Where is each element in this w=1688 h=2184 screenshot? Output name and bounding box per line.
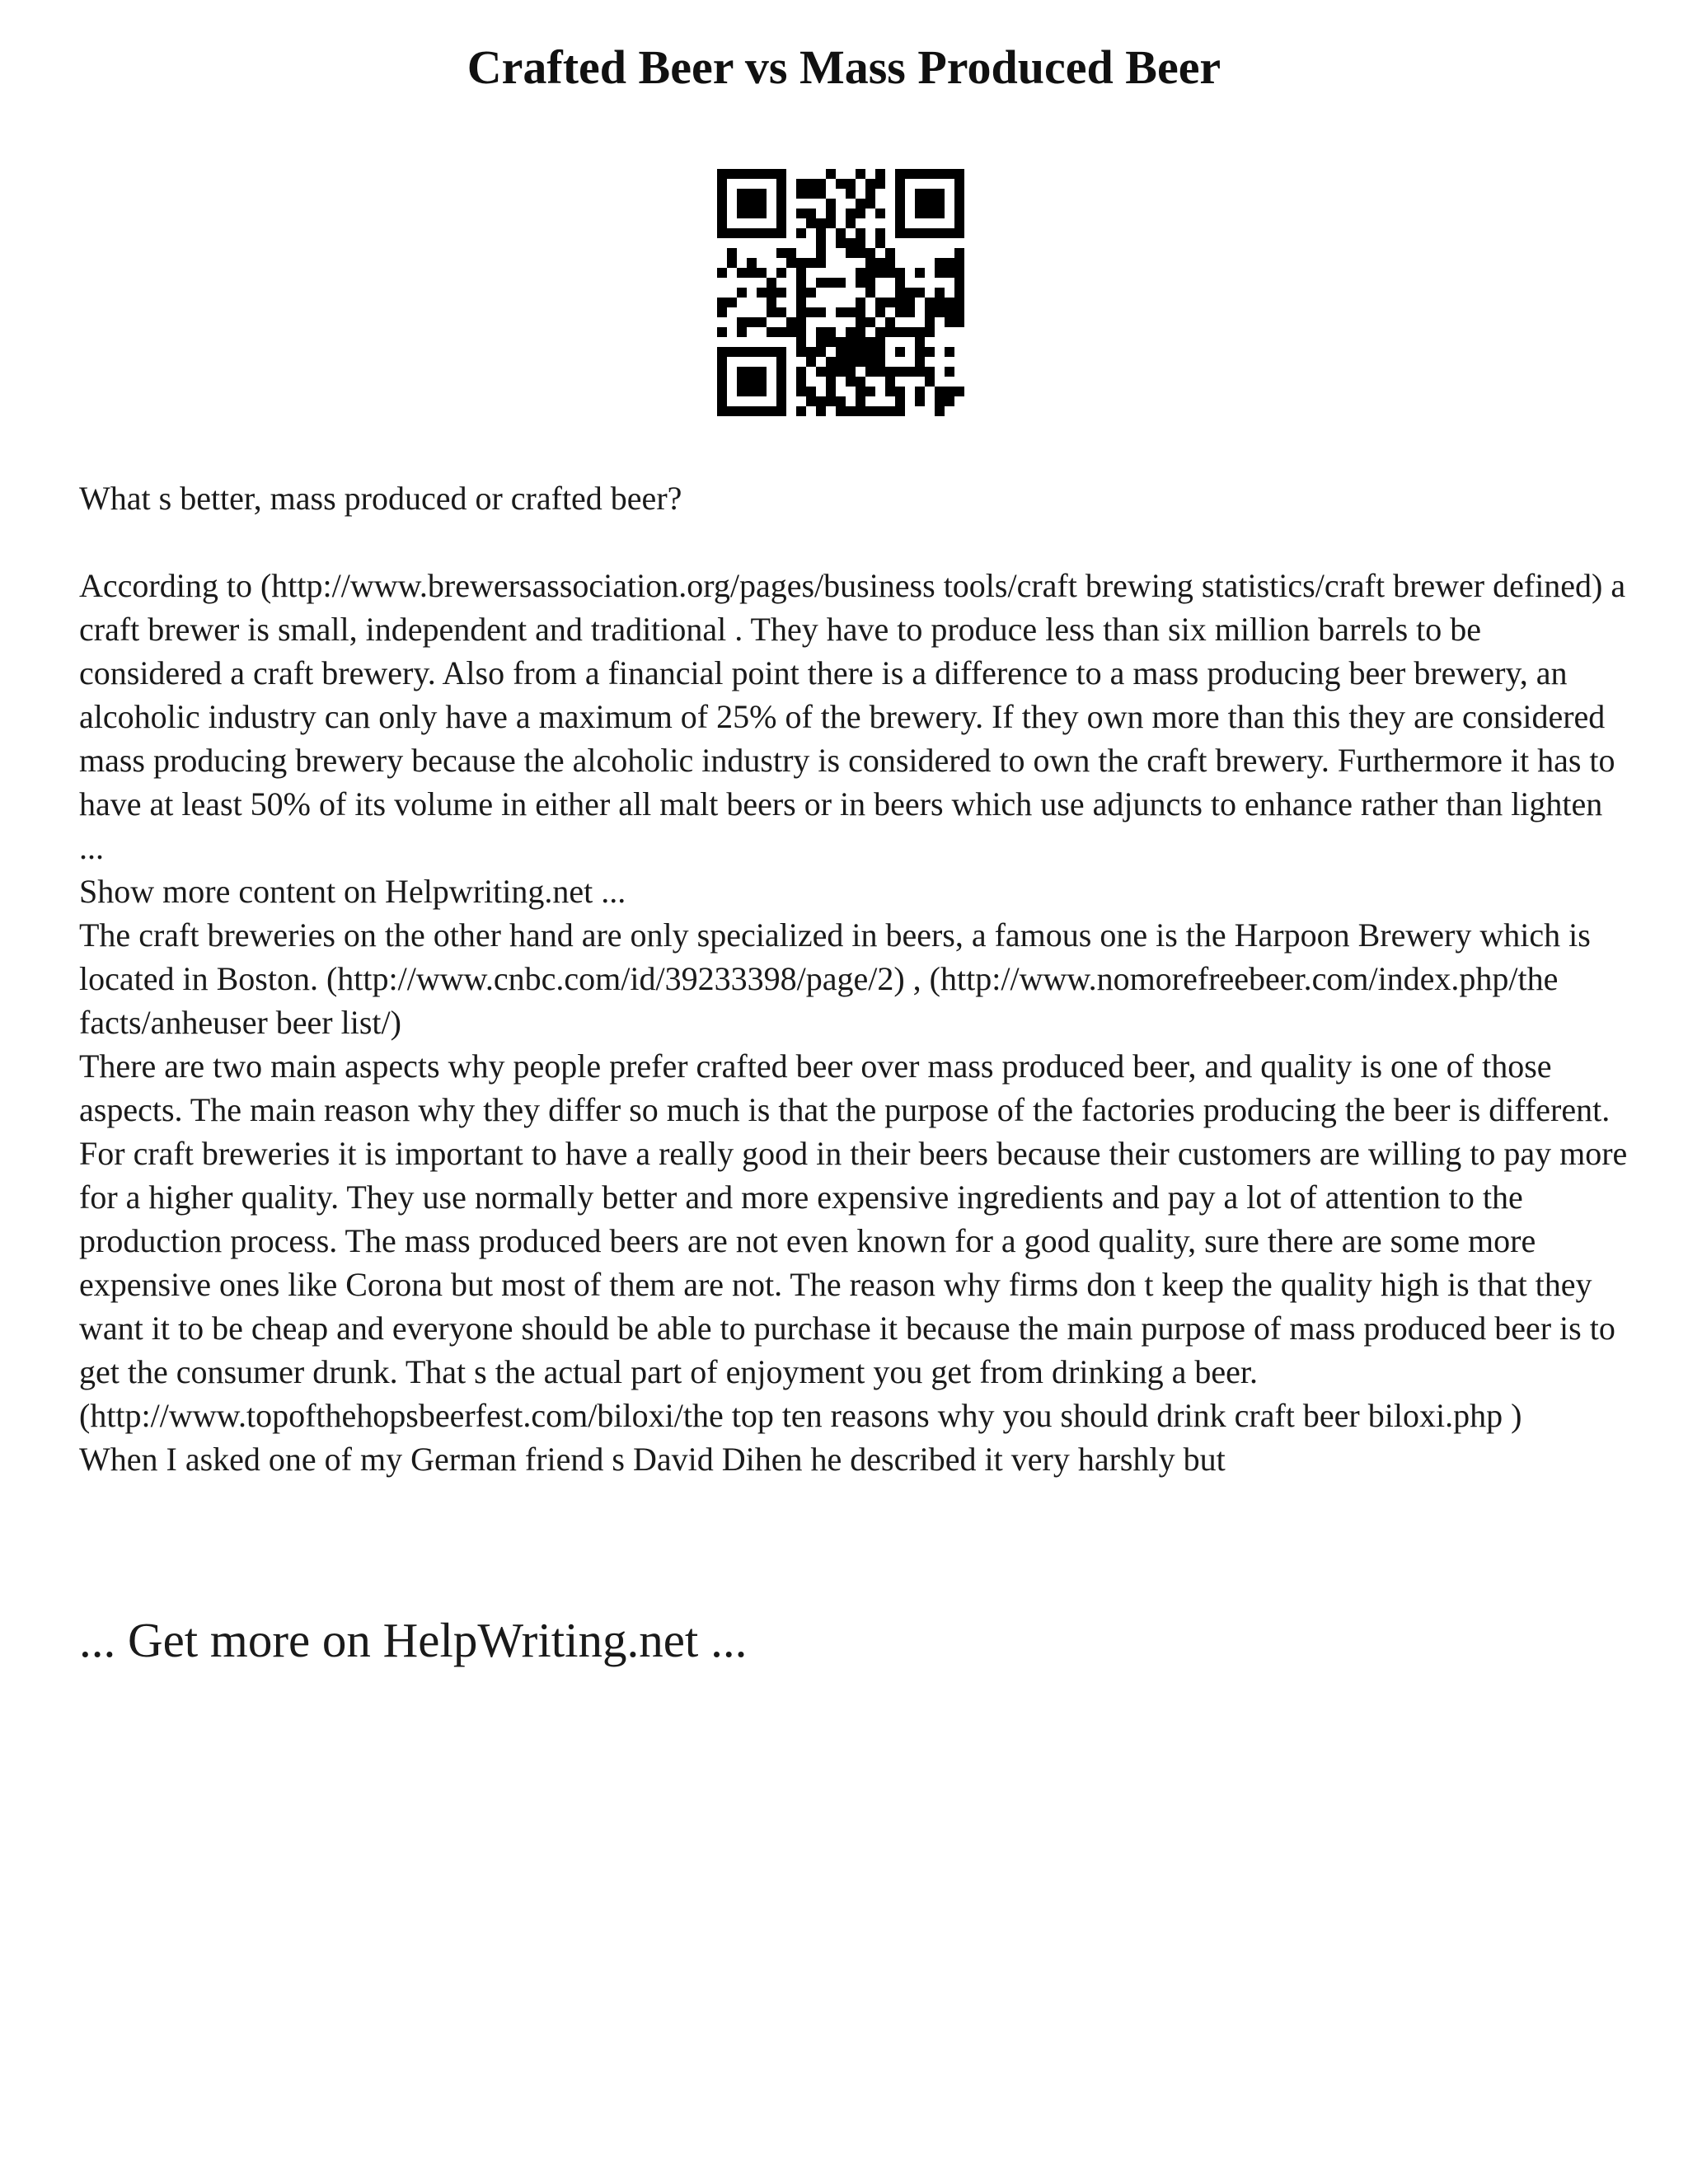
page-title: Crafted Beer vs Mass Produced Beer — [467, 40, 1221, 94]
paragraph-spacer — [79, 520, 1629, 564]
article-body — [79, 476, 1629, 1481]
paragraph-craft-breweries: The craft breweries on the other hand are only specialized in beers, a famous one is the Harpoon Brewery which is located in Boston. (http://www.cnbc.com/id/39233398/page/2) , (http://www.nomorefreebeer.com/index.php/the facts/anheuser beer list/) — [79, 916, 1591, 1041]
intro-question: What s better, mass produced or crafted beer? — [79, 480, 682, 517]
paragraph-quality: There are two main aspects why people prefer crafted beer over mass produced beer, and quality is one of those aspects. The main reason why they differ so much is that the purpose of the factories producing the beer is different. For craft breweries it is important to have a really good in their beers because their customers are willing to pay more for a higher quality. They use normally better and more expensive ingredients and pay a lot of attention to the production process. The mass produced beers are not even known for a good quality, sure there are some more expensive ones like Corona but most of them are not. The reason why firms don t keep the quality high is that they want it to be cheap and everyone should be able to purchase it because the main purpose of mass produced beer is to get the consumer drunk. That s the actual part of enjoyment you get from drinking a beer. (http://www.topofthehopsbeerfest.com/biloxi/the top ten reasons why you should drink craft beer biloxi.php ) — [79, 1047, 1628, 1434]
get-more-link[interactable]: ... Get more on HelpWriting.net ... — [79, 1613, 748, 1667]
qr-code-icon — [717, 169, 964, 416]
paragraph-craft-definition: According to (http://www.brewersassociation.org/pages/business tools/craft brewing statistics/craft brewer defined) a craft brewer is small, independent and traditional . They have to produce less than six million barrels to be considered a craft brewery. Also from a financial point there is a difference to a mass producing beer brewery, an alcoholic industry can only have a maximum of 25% of the brewery. If they own more than this they are considered mass producing brewery because the alcoholic industry is considered to own the craft brewery. Furthermore it has to have at least 50% of its volume in either all malt beers or in beers which use adjuncts to enhance rather than lighten ... — [79, 567, 1626, 866]
paragraph-german-friend: When I asked one of my German friend s David Dihen he described it very harshly but — [79, 1441, 1226, 1478]
show-more-link[interactable]: Show more content on Helpwriting.net ... — [79, 873, 626, 910]
